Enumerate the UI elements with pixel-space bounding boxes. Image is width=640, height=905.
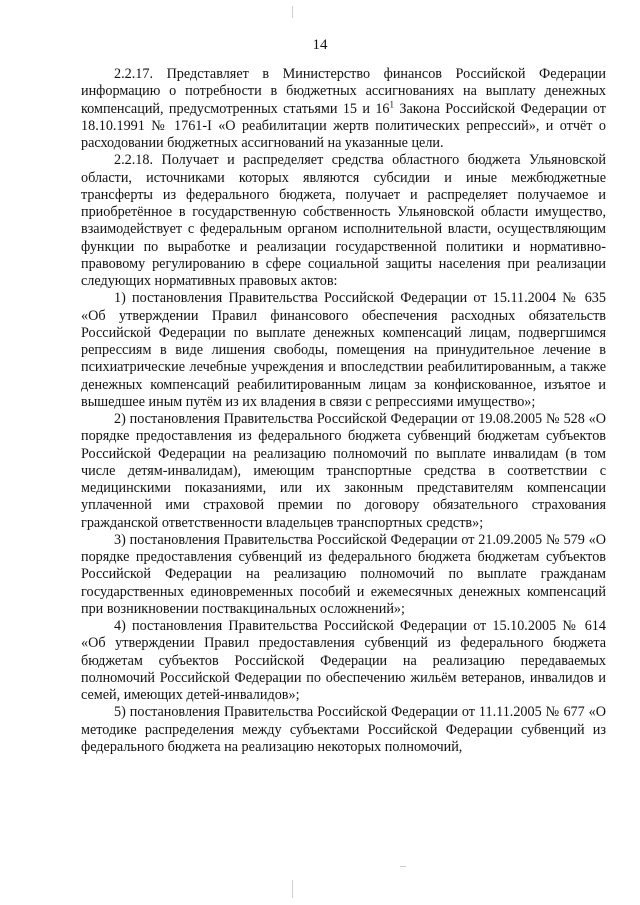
list-item-2: 2) постановления Правительства Российской Федерации от 19.08.2005 № 528 «О порядке предоставления из федерального бюджета субвенций бюджетам субъектов Российской Федерации на реализацию полномочий по выплате инвалидам (в том числе детям-инвалидам), имеющим транспортные средства в соответствии с медицинскими показаниями, или их законным представителям компенсации уплаченной ими страховой премии по договору обязательного страхования гражданской ответственности владельцев транспортных средств»;: [81, 411, 606, 531]
document-body: [81, 66, 606, 756]
scan-mark-bottom-right: [400, 866, 406, 867]
list-item-3: 3) постановления Правительства Российской Федерации от 21.09.2005 № 579 «О порядке предоставления субвенций из федерального бюджета бюджетам субъектов Российской Федерации на реализацию полномочий по выплате гражданам государственных единовременных пособий и ежемесячных денежных компенсаций при возникновении поствакцинальных осложнений»;: [81, 531, 606, 617]
superscript: 1: [389, 98, 395, 109]
scan-mark-top: [292, 6, 293, 18]
scan-mark-bottom: [292, 880, 293, 898]
paragraph-text: Закона Российской Федерации от 18.10.1991 № 1761-I «О реабилитации жертв политических репрессий», и отчёт о расходовании бюджетных ассигнований на указанные цели.: [81, 100, 607, 151]
list-item-5: 5) постановления Правительства Российской Федерации от 11.11.2005 № 677 «О методике распределения между субъектами Российской Федерации субвенций из федерального бюджета на реализацию некоторых полномочий,: [81, 704, 606, 755]
list-item-4: 4) постановления Правительства Российской Федерации от 15.10.2005 № 614 «Об утверждении Правил предоставления субвенций из федерального бюджета бюджетам субъектов Российской Федерации на реализацию передаваемых полномочий Российской Федерации по обеспечению жильём ветеранов, инвалидов и семей, имеющих детей-инвалидов»;: [81, 618, 606, 703]
paragraph-2-2-17: [81, 66, 606, 152]
list-item-1: 1) постановления Правительства Российской Федерации от 15.11.2004 № 635 «Об утверждении Правил финансового обеспечения расходных обязательств Российской Федерации по выплате денежных компенсаций лицам, подвергшимся репрессиям в виде лишения свободы, помещения на принудительное лечение в психиатрические лечебные учреждения и впоследствии реабилитированным, а также денежных компенсаций реабилитированным лицам за конфискованное, изъятое и вышедшее иным путём из их владения в связи с репрессиями имущество»;: [81, 290, 606, 410]
paragraph-2-2-18: 2.2.18. Получает и распределяет средства областного бюджета Ульяновской области, источниками которых являются субсидии и иные межбюджетные трансферты из федерального бюджета, получает и распределяет получаемое и приобретённое в государственную собственность Ульяновской области имущество, взаимодействует с федеральным органом исполнительной власти, осуществляющим функции по выработке и реализации государственной политики и нормативно-правовому регулированию в сфере социальной защиты населения при реализации следующих нормативных правовых актов:: [81, 152, 606, 289]
page-number: 14: [312, 37, 328, 53]
paragraph-text: 2.2.17. Представляет в Министерство финансов Российской Федерации информацию о потребности в бюджетных ассигнованиях на выплату денежных компенсаций, предусмотренных статьями 15 и 16: [81, 66, 606, 117]
